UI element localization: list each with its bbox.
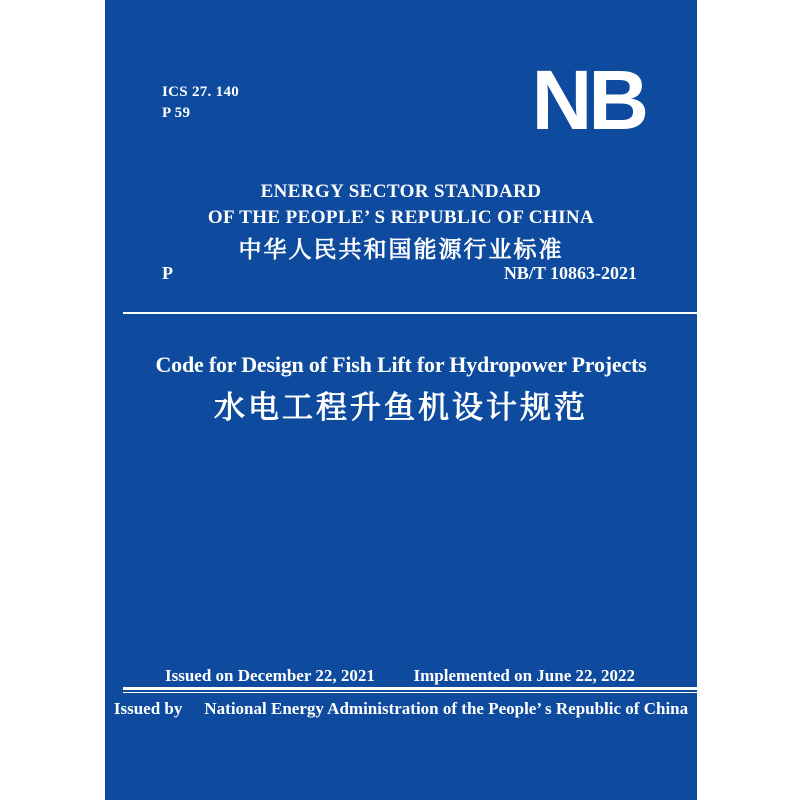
standard-number: NB/T 10863-2021 bbox=[503, 263, 637, 283]
standard-type-en-line1: ENERGY SECTOR STANDARD bbox=[260, 181, 542, 202]
implementation-date: Implemented on June 22, 2022 bbox=[413, 666, 635, 685]
footer-rule-thin bbox=[123, 692, 697, 693]
doc-class-code: P 59 bbox=[162, 105, 191, 121]
issued-by-row bbox=[105, 699, 697, 719]
standard-type-zh: 中华人民共和国能源行业标准 bbox=[238, 236, 564, 262]
title-zh: 水电工程升鱼机设计规范 bbox=[214, 390, 588, 425]
designation-row bbox=[162, 263, 637, 284]
issue-date: Issued on December 22, 2021 bbox=[165, 666, 375, 685]
issued-by-value: National Energy Administration of the People’ s Republic of China bbox=[204, 699, 689, 718]
nb-logo: NB bbox=[531, 53, 645, 147]
title-block bbox=[105, 350, 697, 428]
footer-double-rule bbox=[123, 687, 697, 693]
ics-code: ICS 27. 140 bbox=[162, 84, 240, 100]
footer-rule-thick bbox=[123, 687, 697, 690]
title-en: Code for Design of Fish Lift for Hydropower Projects bbox=[155, 352, 647, 377]
standard-type-en-line2: OF THE PEOPLE’ S REPUBLIC OF CHINA bbox=[207, 207, 595, 228]
classification-block bbox=[162, 82, 239, 124]
header-divider-rule bbox=[123, 312, 697, 314]
standard-type-header bbox=[105, 179, 697, 264]
category-letter: P bbox=[162, 263, 173, 283]
standard-cover-panel bbox=[105, 0, 697, 800]
issued-by-label: Issued by bbox=[113, 699, 183, 718]
dates-row bbox=[165, 666, 635, 686]
